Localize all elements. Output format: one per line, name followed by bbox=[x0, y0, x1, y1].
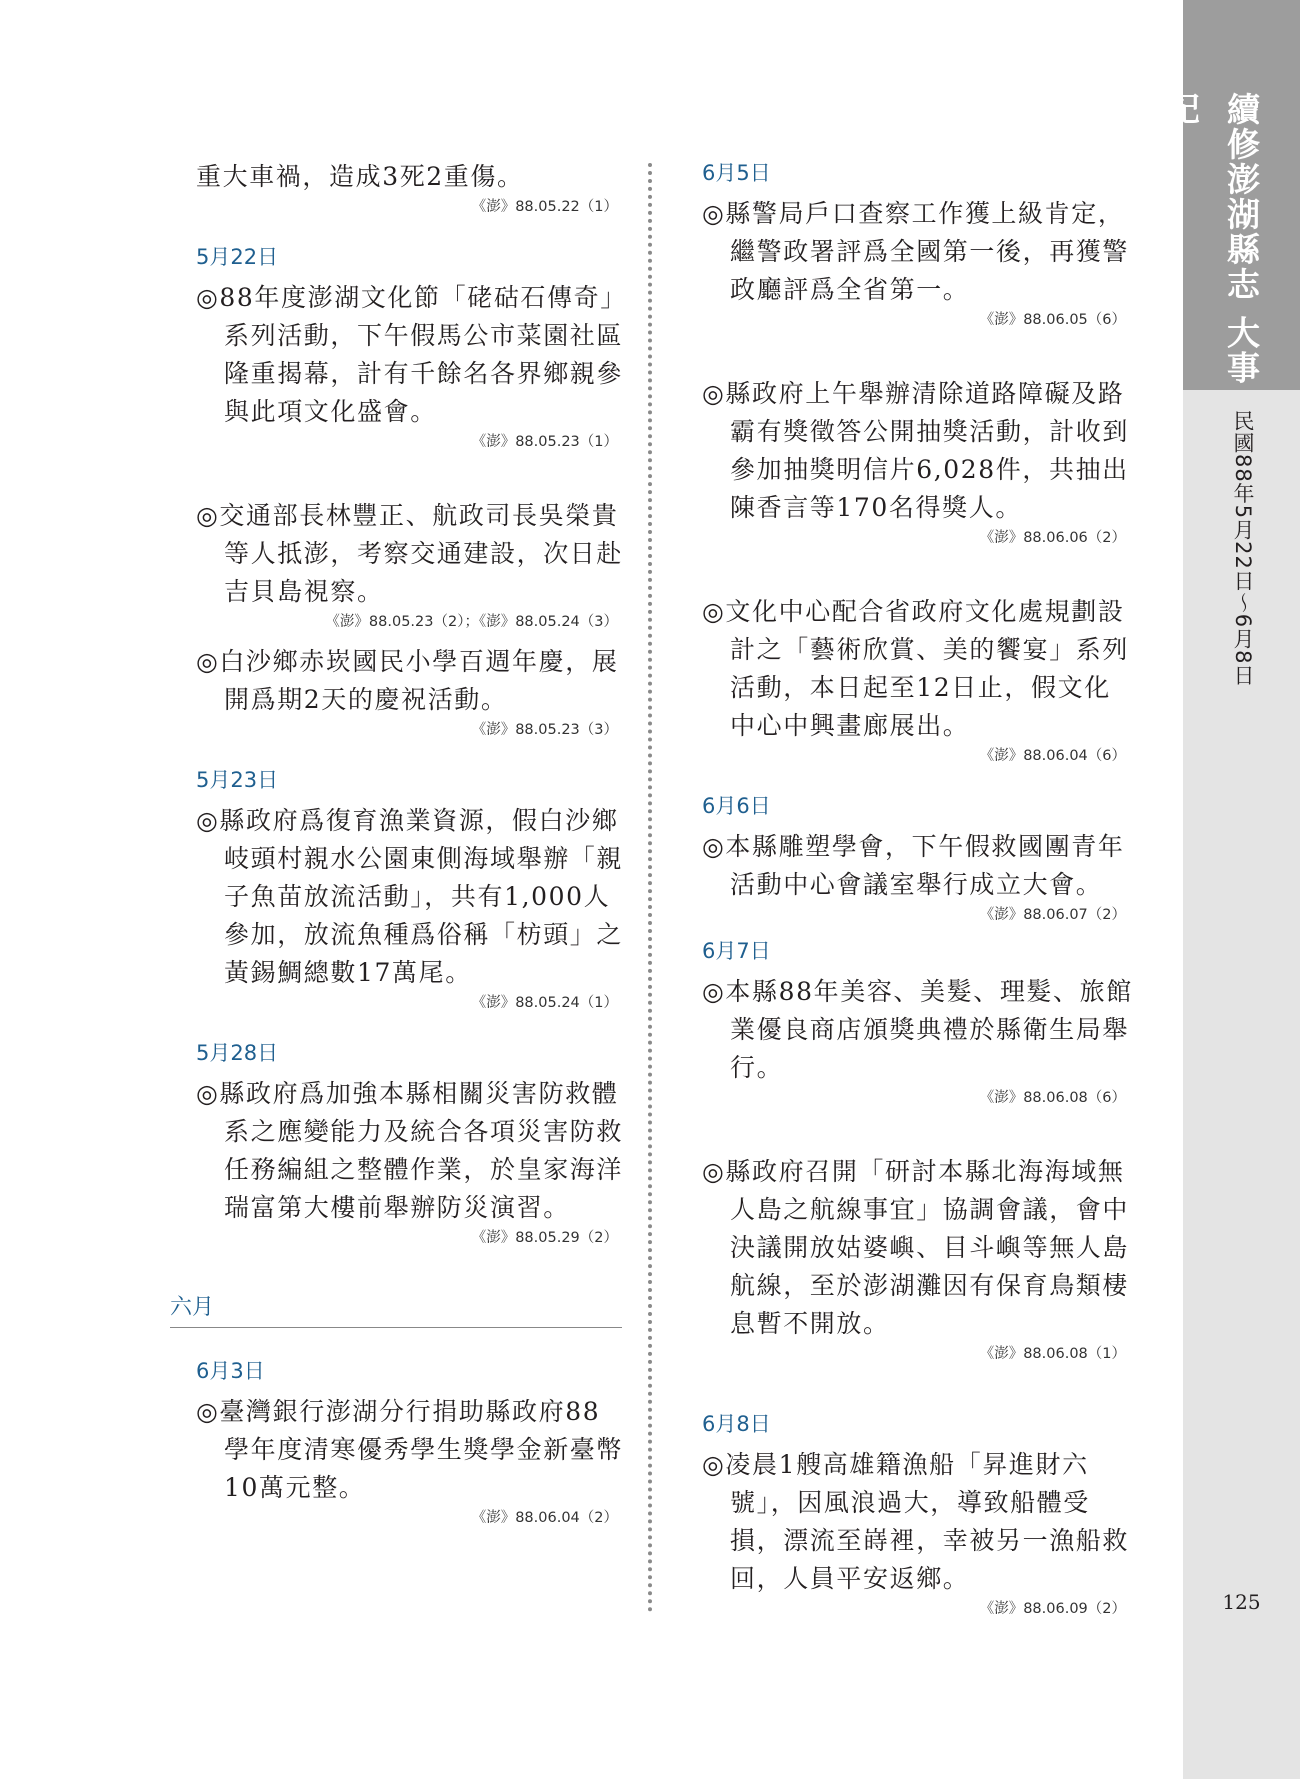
entry-text: ◎交通部長林豐正、航政司長吳榮貴等人抵澎，考察交通建設，次日赴吉貝島視察。 bbox=[196, 501, 624, 606]
column-divider bbox=[648, 163, 652, 1613]
entry bbox=[196, 1075, 626, 1249]
entry bbox=[196, 643, 626, 741]
entry-source: 《澎》88.05.23（2）；《澎》88.05.24（3） bbox=[325, 614, 618, 630]
entry bbox=[702, 195, 1134, 331]
entry bbox=[196, 1393, 626, 1529]
entry-source: 《澎》88.06.05（6） bbox=[979, 312, 1126, 328]
entry-source: 《澎》88.06.08（6） bbox=[979, 1090, 1126, 1106]
entry bbox=[702, 828, 1134, 926]
entry-source: 《澎》88.06.06（2） bbox=[979, 530, 1126, 546]
entry-text: ◎臺灣銀行澎湖分行捐助縣政府88學年度清寒優秀學生獎學金新臺幣10萬元整。 bbox=[196, 1397, 624, 1502]
date-heading: 5月22日 bbox=[196, 245, 279, 269]
entry-continued bbox=[196, 158, 626, 218]
entry-text: 重大車禍，造成3死2重傷。 bbox=[196, 162, 524, 191]
entry bbox=[702, 593, 1134, 767]
book-title: 續修澎湖縣志 大事記 bbox=[1162, 92, 1261, 386]
entry-text: ◎白沙鄉赤崁國民小學百週年慶，展開爲期2天的慶祝活動。 bbox=[196, 647, 619, 714]
date-heading: 5月28日 bbox=[196, 1041, 279, 1065]
entry bbox=[702, 1446, 1134, 1620]
entry-source: 《澎》88.05.22（1） bbox=[471, 199, 618, 215]
date-heading: 6月5日 bbox=[702, 161, 771, 185]
side-tab bbox=[1162, 0, 1300, 1779]
date-heading: 6月6日 bbox=[702, 794, 771, 818]
date-heading: 6月7日 bbox=[702, 939, 771, 963]
entry-text: ◎縣政府爲加強本縣相關災害防救體系之應變能力及統合各項災害防救任務編組之整體作業，於皇家海洋瑞富第大樓前舉辦防災演習。 bbox=[196, 1079, 624, 1222]
entry-source: 《澎》88.06.04（2） bbox=[471, 1510, 618, 1526]
entry bbox=[196, 802, 626, 1014]
page-number: 125 bbox=[1222, 1590, 1261, 1614]
entry bbox=[702, 973, 1134, 1109]
left-column bbox=[170, 158, 626, 1539]
entry bbox=[196, 497, 626, 633]
side-tab-header bbox=[1162, 0, 1300, 390]
date-heading: 5月23日 bbox=[196, 768, 279, 792]
entry-source: 《澎》88.05.23（1） bbox=[471, 434, 618, 450]
date-heading: 6月8日 bbox=[702, 1412, 771, 1436]
entry-text: ◎縣政府召開「研討本縣北海海域無人島之航線事宜」協調會議，會中決議開放姑婆嶼、目斗嶼等無人島航線，至於澎湖灘因有保育鳥類棲息暫不開放。 bbox=[702, 1157, 1130, 1338]
entry-text: ◎本縣雕塑學會，下午假救國團青年活動中心會議室舉行成立大會。 bbox=[702, 832, 1125, 899]
entry-source: 《澎》88.06.08（1） bbox=[979, 1346, 1126, 1362]
entry-source: 《澎》88.06.07（2） bbox=[979, 907, 1126, 923]
entry-text: ◎凌晨1艘高雄籍漁船「昇進財六號」，因風浪過大，導致船體受損，漂流至嵵裡，幸被另一漁船救回，人員平安返鄉。 bbox=[702, 1450, 1130, 1593]
entry-source: 《澎》88.05.29（2） bbox=[471, 1230, 618, 1246]
entry-text: ◎文化中心配合省政府文化處規劃設計之「藝術欣賞、美的饗宴」系列活動，本日起至12日止，假文化中心中興畫廊展出。 bbox=[702, 597, 1130, 740]
date-range: 民國88年5月22日～6月8日 bbox=[1231, 410, 1255, 687]
entry-text: ◎縣警局戶口查察工作獲上級肯定，繼警政署評爲全國第一後，再獲警政廳評爲全省第一。 bbox=[702, 199, 1130, 304]
entry-source: 《澎》88.05.24（1） bbox=[471, 995, 618, 1011]
entry bbox=[702, 375, 1134, 549]
date-heading: 6月3日 bbox=[196, 1359, 265, 1383]
entry-source: 《澎》88.06.04（6） bbox=[979, 748, 1126, 764]
entry-source: 《澎》88.06.09（2） bbox=[979, 1601, 1126, 1617]
entry-text: ◎縣政府上午舉辦清除道路障礙及路霸有獎徵答公開抽獎活動，計收到參加抽獎明信片6,028件，共抽出陳香言等170名得獎人。 bbox=[702, 379, 1130, 522]
entry-text: ◎88年度澎湖文化節「硓𥑮石傳奇」系列活動，下午假馬公市菜園社區隆重揭幕，計有千餘名各界鄉親參與此項文化盛會。 bbox=[196, 283, 624, 426]
month-heading: 六月 bbox=[170, 1293, 622, 1328]
entry-text: ◎縣政府爲復育漁業資源，假白沙鄉岐頭村親水公園東側海域舉辦「親子魚苗放流活動」，共有1,000人參加，放流魚種爲俗稱「枋頭」之黃錫鯛總數17萬尾。 bbox=[196, 806, 624, 987]
entry-text: ◎本縣88年美容、美髮、理髮、旅館業優良商店頒獎典禮於縣衛生局舉行。 bbox=[702, 977, 1133, 1082]
entry bbox=[702, 1153, 1134, 1365]
right-column bbox=[702, 158, 1134, 1630]
entry bbox=[196, 279, 626, 453]
entry-source: 《澎》88.05.23（3） bbox=[471, 722, 618, 738]
